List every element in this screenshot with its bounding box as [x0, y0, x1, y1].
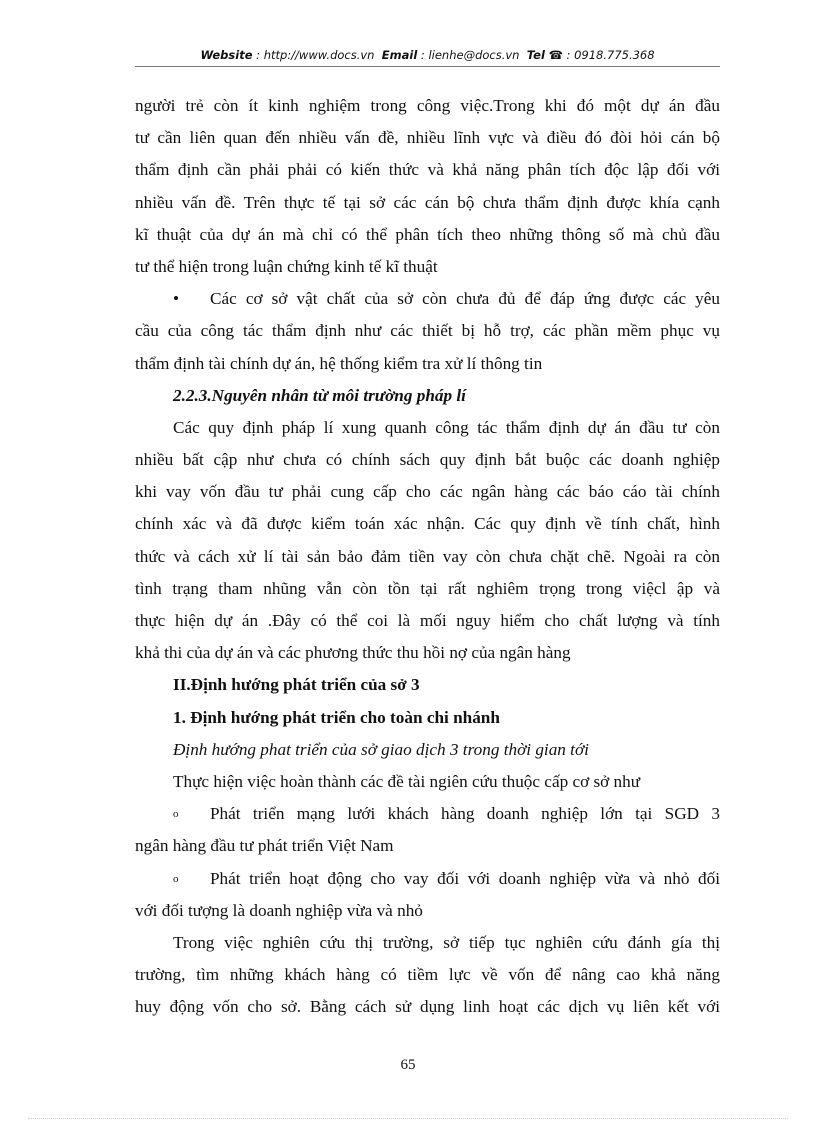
paragraph-line: Thực hiện việc hoàn thành các đề tài ngiên cứu thuộc cấp cơ sở như — [173, 771, 641, 791]
paragraph-line: tư thể hiện trong luận chứng kinh tế kĩ thuật — [135, 256, 438, 276]
footer-dotted-divider — [28, 1118, 788, 1119]
paragraph-line: trường, tìm những khách hàng có tiềm lực về vốn để nâng cao khả năng — [135, 965, 720, 985]
email-label: Email — [381, 48, 418, 62]
paragraph-line: với đối tượng là doanh nghiệp vừa và nhỏ — [135, 900, 423, 920]
email-value: : lienhe@docs.vn — [420, 48, 520, 62]
paragraph-line: thẩm định tài chính dự án, hệ thống kiểm tra xử lí thông tin — [135, 353, 543, 373]
paragraph-line: huy động vốn cho sở. Bằng cách sử dụng linh hoạt các dịch vụ liên kết với — [135, 997, 720, 1017]
bullet-circle-icon: o — [173, 872, 179, 885]
paragraph-line: chính xác và đã được kiểm toán xác nhận. Các quy định về tính chất, hình — [135, 514, 720, 534]
bullet-item — [135, 283, 720, 315]
section-heading-II: II.Định hướng phát triển của sở 3 — [173, 675, 420, 695]
paragraph-line: nhiều bất cập như chưa có chính sách quy định bắt buộc các doanh nghiệp — [135, 450, 720, 470]
paragraph-line: cầu của công tác thẩm định như các thiết bị hỗ trợ, các phần mềm phục vụ — [135, 321, 720, 341]
bullet-dot-icon: • — [173, 289, 180, 309]
page-content — [135, 90, 720, 1023]
page-number: 65 — [400, 1057, 416, 1073]
tel-value: : 0918.775.368 — [566, 48, 655, 62]
paragraph-line: khi vay vốn đầu tư phải cung cấp cho các ngân hàng các báo cáo tài chính — [135, 482, 720, 502]
paragraph-line: thức và cách xử lí tài sản bảo đảm tiền vay còn chưa chặt chẽ. Ngoài ra còn — [135, 546, 720, 566]
bullet-circle-icon: o — [173, 808, 179, 821]
bullet-item — [135, 863, 720, 895]
paragraph-line: tình trạng tham nhũng vẫn còn tồn tại rất nghiêm trọng trong việcl ập và — [135, 578, 720, 598]
website-value: : http://www.docs.vn — [256, 48, 375, 62]
paragraph-line: kĩ thuật của dự án mà chỉ có thể phân tích theo những thông số mà chủ đầu — [135, 224, 720, 244]
paragraph-line: Trong việc nghiên cứu thị trường, sở tiếp tục nghiên cứu đánh gía thị — [173, 932, 720, 952]
paragraph-line: nhiều vấn đề. Trên thực tế tại sở các cán bộ chưa thẩm định được khía cạnh — [135, 192, 720, 212]
page-header — [135, 48, 720, 62]
paragraph-line: ngân hàng đầu tư phát triển Việt Nam — [135, 836, 394, 856]
section-heading-1: 1. Định hướng phát triển cho toàn chi nhánh — [173, 707, 500, 727]
tel-label: Tel — [526, 48, 545, 62]
phone-icon: ☎ — [548, 48, 563, 62]
italic-subheading: Định hướng phat triển của sở giao dịch 3 trong thời gian tới — [173, 739, 589, 759]
paragraph-line: Các quy định pháp lí xung quanh công tác thẩm định dự án đầu tư còn — [173, 417, 720, 437]
paragraph-line: khả thi của dự án và các phương thức thu hồi nợ của ngân hàng — [135, 643, 571, 663]
website-label: Website — [200, 48, 253, 62]
bullet-item — [135, 798, 720, 830]
bullet-text: Các cơ sở vật chất của sở còn chưa đủ để đáp ứng được các yêu — [210, 289, 720, 309]
paragraph-line: tư cần liên quan đến nhiều vấn đề, nhiều lĩnh vực và điều đó đòi hỏi cán bộ — [135, 128, 720, 148]
paragraph-line: thẩm định cần phải phải có kiến thức và khả năng phân tích độc lập đối với — [135, 160, 720, 180]
bullet-text: Phát triển mạng lưới khách hàng doanh nghiệp lớn tại SGD 3 — [210, 804, 720, 824]
section-heading-2-2-3: 2.2.3.Nguyên nhân từ môi trường pháp lí — [173, 385, 466, 405]
paragraph-line: người trẻ còn ít kinh nghiệm trong công việc.Trong khi đó một dự án đầu — [135, 96, 720, 115]
paragraph-line: thực hiện dự án .Đây có thể coi là mối nguy hiểm cho chất lượng và tính — [135, 611, 720, 630]
bullet-text: Phát triển hoạt động cho vay đối với doanh nghiệp vừa và nhỏ đối — [210, 868, 720, 888]
header-divider — [135, 66, 720, 67]
